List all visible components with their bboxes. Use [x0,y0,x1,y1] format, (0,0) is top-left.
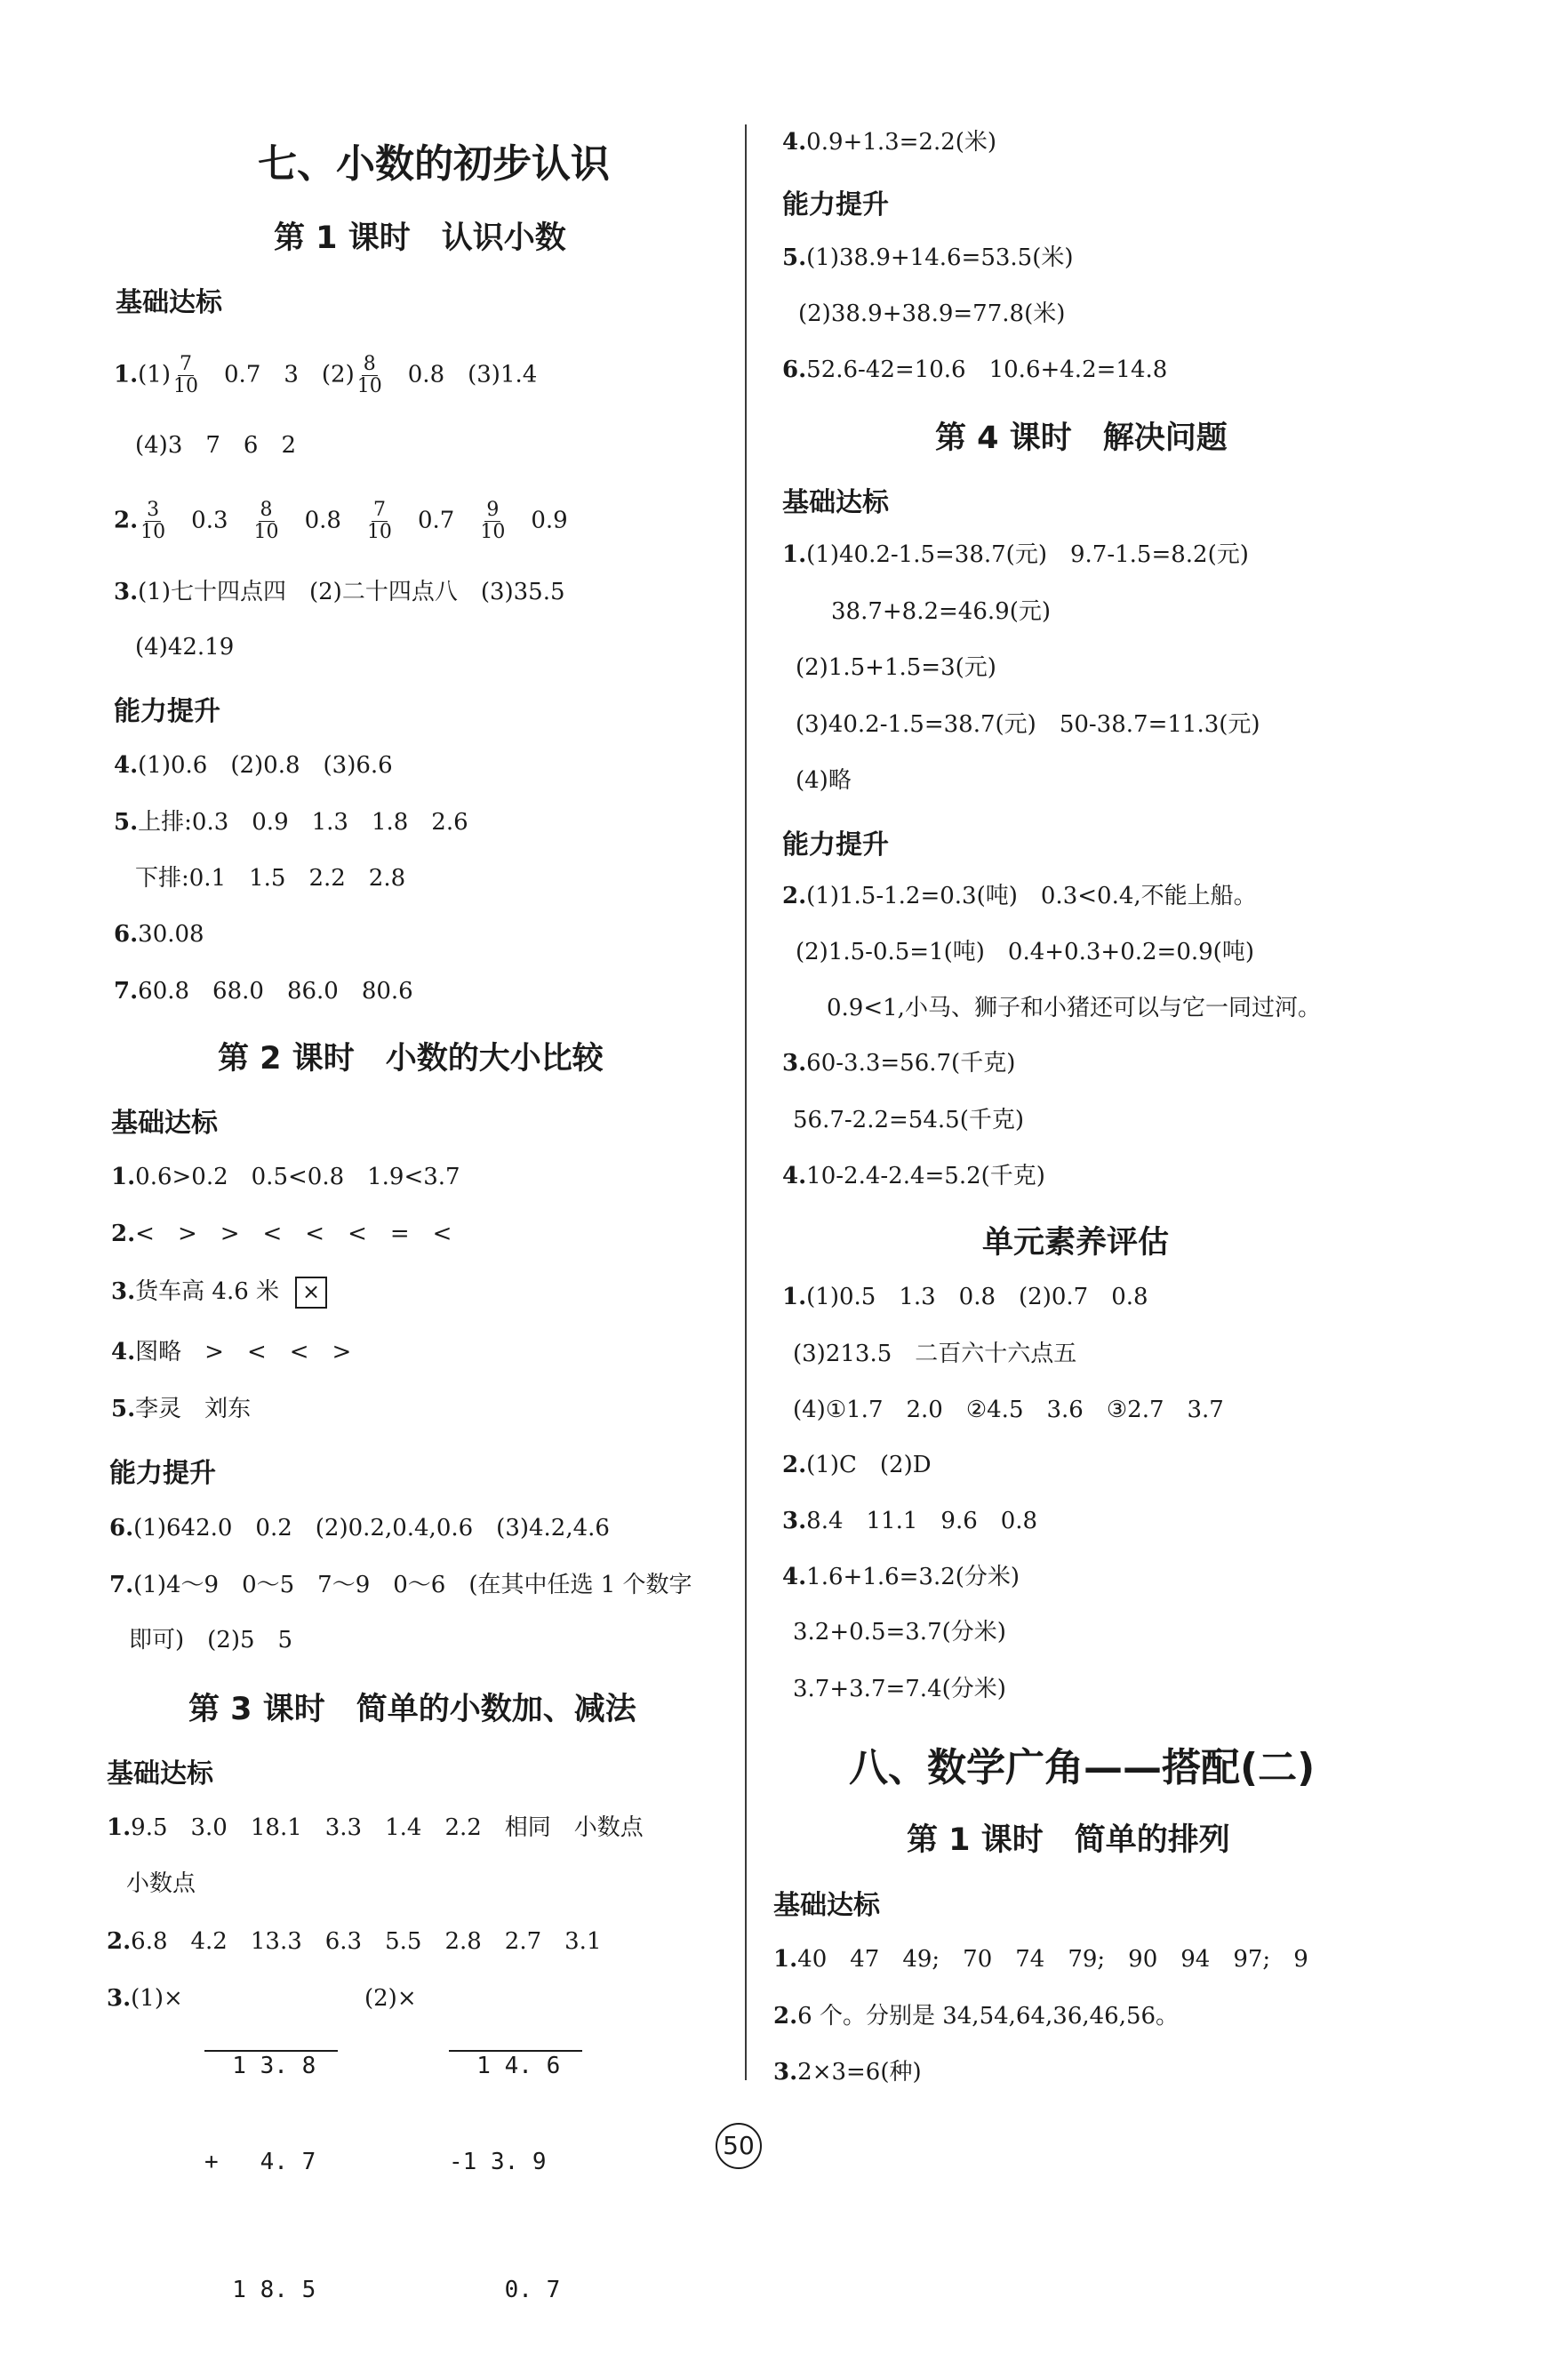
answer-line: 2.(1)1.5-1.2=0.3(吨) 0.3<0.4,不能上船。 [782,883,1257,909]
page-number: 50 [716,2123,762,2169]
answer-line: 6.30.08 [114,921,204,948]
section-heading: 基础达标 [782,487,889,518]
section-heading: 能力提升 [782,829,889,861]
fraction: $\frac{7}{10}$ [366,499,392,543]
answer-line: 1.(1)0.5 1.3 0.8 (2)0.7 0.8 [782,1284,1148,1310]
lesson-title: 第 4 课时 解决问题 [935,420,1228,456]
answer-line: (2)1.5+1.5=3(元) [796,654,996,681]
answer-line: 1.(1)40.2-1.5=38.7(元) 9.7-1.5=8.2(元) [782,541,1249,568]
right-column [756,0,1556,2284]
lesson-title: 第 1 课时 认识小数 [274,220,566,256]
answer-line: 3.8.4 11.1 9.6 0.8 [782,1508,1038,1534]
answer-line: 5.李灵 刘东 [111,1396,252,1422]
answer-line: 1.9.5 3.0 18.1 3.3 1.4 2.2 相同 小数点 [107,1814,644,1841]
column-divider [745,124,747,2080]
answer-line: 5.(1)38.9+14.6=53.5(米) [782,244,1074,271]
vertical-addition: 1 3. 8 + 4. 7 1 8. 5 [204,1986,347,2370]
answer-line: 2.6.8 4.2 13.3 6.3 5.5 2.8 2.7 3.1 [107,1928,602,1955]
answer-line: (2)× [364,1985,417,2012]
section-heading: 基础达标 [116,287,222,318]
section-heading: 能力提升 [109,1458,216,1489]
answer-line: (3)40.2-1.5=38.7(元) 50-38.7=11.3(元) [796,711,1260,738]
answer-line: 3.(1)× [107,1985,183,2012]
answer-line: 0.9<1,小马、狮子和小猪还可以与它一同过河。 [827,995,1321,1021]
vertical-subtraction: 1 4. 6 -1 3. 9 0. 7 [449,1986,591,2370]
answer-line: (2)38.9+38.9=77.8(米) [798,300,1066,327]
lesson-title: 第 3 课时 简单的小数加、减法 [188,1692,636,1727]
answer-line: 3.7+3.7=7.4(分米) [793,1676,1006,1702]
answer-line: 38.7+8.2=46.9(元) [831,598,1051,625]
answer-line: 3.60-3.3=56.7(千克) [782,1050,1016,1077]
answer-line: (4)42.19 [135,634,235,661]
answer-line: (4)①1.7 2.0 ②4.5 3.6 ③2.7 3.7 [793,1397,1224,1423]
answer-line: 2. $\frac{3}{10}$ 0.3 $\frac{8}{10}$ 0.8 $\frac{7}{10}$ 0.7 $\frac{9}{10}$ 0.9 [114,499,568,543]
fraction: $\frac{7}{10}$ [173,353,198,397]
answer-line: 7.60.8 68.0 86.0 80.6 [114,978,413,1005]
answer-line: 1.(1) $\frac{7}{10}$ 0.7 3 (2) $\frac{8}{10}$ 0.8 (3)1.4 [114,353,538,397]
chapter-title: 七、小数的初步认识 [258,141,610,187]
answer-line: 4.图略 > < < > [111,1339,352,1365]
section-heading: 基础达标 [107,1758,213,1790]
answer-line: 4.0.9+1.3=2.2(米) [782,129,997,156]
answer-line: 3.2×3=6(种) [773,2059,922,2086]
answer-line: 4.1.6+1.6=3.2(分米) [782,1564,1020,1590]
section-heading: 能力提升 [114,696,220,727]
fraction: $\frac{8}{10}$ [356,353,382,397]
answer-line: (4)略 [796,767,852,794]
answer-line: 7.(1)4～9 0～5 7～9 0～6 (在其中任选 1 个数字 [109,1572,692,1598]
answer-line: 即可) (2)5 5 [129,1627,293,1653]
section-heading: 基础达标 [111,1108,218,1139]
fraction: $\frac{3}{10}$ [140,499,166,543]
answer-line: 1.40 47 49; 70 74 79; 90 94 97; 9 [773,1946,1308,1973]
section-heading: 能力提升 [782,189,889,220]
answer-line: 5.上排:0.3 0.9 1.3 1.8 2.6 [114,809,468,836]
answer-line: 6.(1)642.0 0.2 (2)0.2,0.4,0.6 (3)4.2,4.6 [109,1515,610,1541]
lesson-title: 单元素养评估 [982,1225,1170,1261]
lesson-title: 第 1 课时 简单的排列 [907,1822,1230,1858]
fraction: $\frac{9}{10}$ [480,499,506,543]
answer-line: 3.(1)七十四点四 (2)二十四点八 (3)35.5 [114,579,565,605]
answer-line: (3)213.5 二百六十六点五 [793,1341,1077,1367]
answer-line: 6.52.6-42=10.6 10.6+4.2=14.8 [782,356,1168,383]
answer-line: 3.2+0.5=3.7(分米) [793,1619,1006,1645]
answer-line: 2.6 个。分别是 34,54,64,36,46,56。 [773,2003,1180,2030]
answer-line: 56.7-2.2=54.5(千克) [793,1107,1024,1133]
fraction: $\frac{8}{10}$ [253,499,279,543]
answer-line: (2)1.5-0.5=1(吨) 0.4+0.3+0.2=0.9(吨) [796,939,1254,965]
section-heading: 基础达标 [773,1890,880,1921]
answer-line: 2.< > > < < < = < [111,1221,452,1247]
answer-line: 2.(1)C (2)D [782,1452,932,1478]
cross-box-icon: × [295,1277,327,1309]
lesson-title: 第 2 课时 小数的大小比较 [218,1041,604,1077]
answer-line: (4)3 7 6 2 [135,432,296,459]
answer-line: 下排:0.1 1.5 2.2 2.8 [135,865,406,892]
answer-line: 4.(1)0.6 (2)0.8 (3)6.6 [114,752,393,779]
left-column [0,0,747,2303]
answer-line: 小数点 [126,1870,196,1897]
answer-line: 1.0.6>0.2 0.5<0.8 1.9<3.7 [111,1164,460,1190]
answer-line: 4.10-2.4-2.4=5.2(千克) [782,1163,1045,1189]
chapter-title: 八、数学广角——搭配(二) [849,1745,1316,1790]
answer-line: 3.货车高 4.6 米 × [111,1276,327,1309]
